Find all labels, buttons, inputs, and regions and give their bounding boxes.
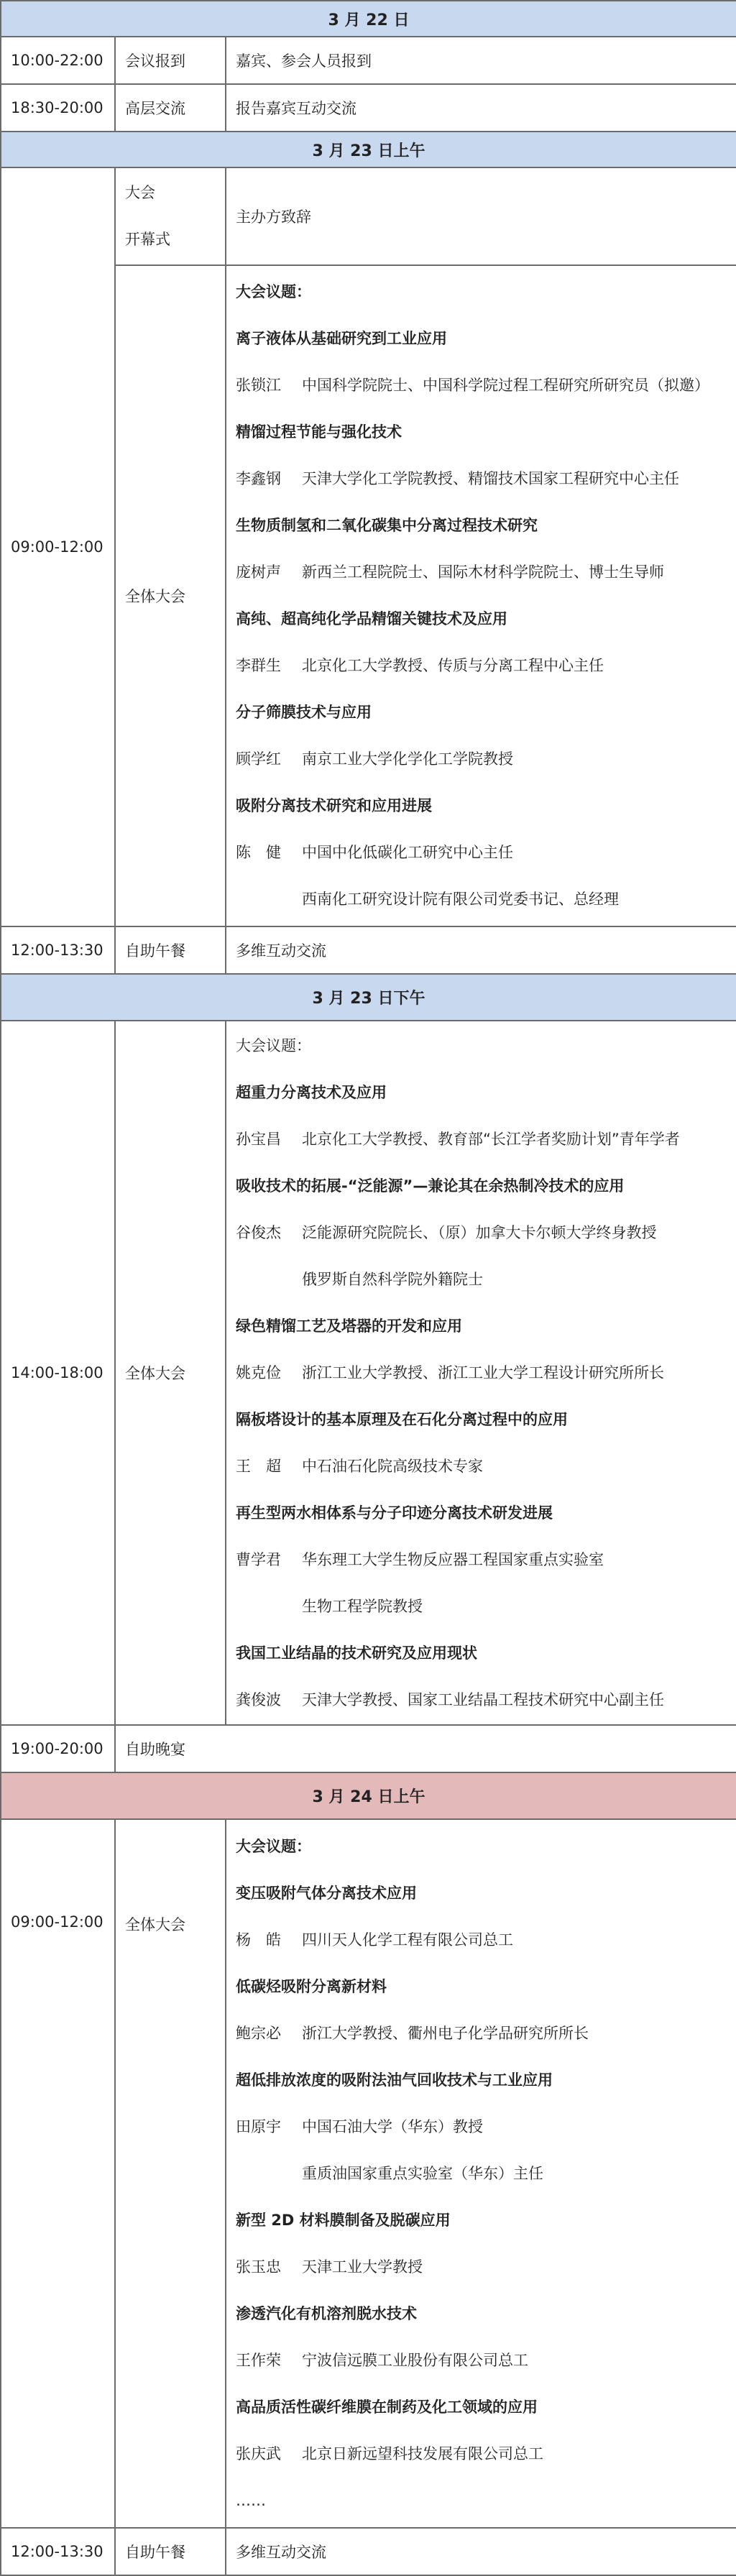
talk-title: 绿色精馏工艺及塔器的开发和应用 — [236, 1317, 462, 1335]
speaker-affiliation: 四川天人化学工程有限公司总工 — [302, 1931, 513, 1949]
time-cell: 09:00-12:00 — [1, 167, 115, 926]
talk-title: 吸附分离技术研究和应用进展 — [236, 797, 432, 814]
speaker-affiliation: 中国科学院院士、中国科学院过程工程研究所研究员（拟邀） — [302, 377, 709, 394]
detail-cell: 嘉宾、参会人员报到 — [226, 37, 736, 84]
speaker-affiliation-continued: 重质油国家重点实验室（华东）主任 — [302, 2164, 543, 2182]
time-cell: 09:00-12:00 — [1, 1819, 115, 2528]
speaker-affiliation: 浙江工业大学教授、浙江工业大学工程设计研究所所长 — [302, 1363, 664, 1381]
talk-title: 超低排放浓度的吸附法油气回收技术与工业应用 — [236, 2071, 553, 2089]
speaker-affiliation: 宁波信远膜工业股份有限公司总工 — [302, 2351, 528, 2369]
talk-title: 离子液体从基础研究到工业应用 — [236, 330, 447, 347]
day-header-mar23-pm — [1, 974, 736, 1021]
talk-speaker-line — [236, 2337, 736, 2384]
talk-title: 渗透汽化有机溶剂脱水技术 — [236, 2304, 417, 2322]
speaker-name: 鲍宗必 — [236, 2024, 281, 2042]
talk-speaker-line — [236, 736, 736, 783]
time-cell: 12:00-13:30 — [1, 926, 115, 974]
speaker-name: 陈 健 — [236, 844, 281, 861]
item-cell: 自助午餐 — [115, 2528, 226, 2575]
agenda-cell — [226, 1819, 736, 2528]
talk-speaker-line — [236, 1116, 736, 1163]
speaker-affiliation: 北京化工大学教授、教育部“长江学者奖励计划”青年学者 — [302, 1130, 680, 1148]
day-header-label: 3 月 23 日下午 — [1, 974, 736, 1021]
time-cell: 12:00-13:30 — [1, 2528, 115, 2575]
talk-title: 再生型两水相体系与分子印迹分离技术研发进展 — [236, 1504, 553, 1522]
speaker-affiliation: 天津大学教授、国家工业结晶工程技术研究中心副主任 — [302, 1690, 664, 1708]
speaker-name: 李鑫钢 — [236, 470, 281, 487]
talk-title: 精馏过程节能与强化技术 — [236, 423, 402, 441]
speaker-name: 张玉忠 — [236, 2258, 281, 2276]
opening-label-cell — [115, 167, 226, 265]
speaker-name: 张庆武 — [236, 2444, 281, 2462]
time-cell: 18:30-20:00 — [1, 84, 115, 132]
speaker-affiliation-continued: 西南化工研究设计院有限公司党委书记、总经理 — [302, 891, 619, 908]
time-cell: 19:00-20:00 — [1, 1725, 115, 1772]
speaker-name: 李群生 — [236, 657, 281, 674]
item-cell: 高层交流 — [115, 84, 226, 132]
speaker-name: 龚俊波 — [236, 1690, 281, 1708]
talk-speaker-line — [236, 1210, 736, 1256]
item-cell: 会议报到 — [115, 37, 226, 84]
plenary-label-cell: 全体大会 — [115, 1819, 226, 2528]
talk-speaker-line — [236, 456, 736, 502]
speaker-affiliation: 中石油石化院高级技术专家 — [302, 1457, 483, 1475]
speaker-affiliation-continued: 俄罗斯自然科学院外籍院士 — [302, 1270, 483, 1288]
plenary-label-cell: 全体大会 — [115, 265, 226, 926]
speaker-name: 王作荣 — [236, 2351, 281, 2369]
speaker-name: 杨 皓 — [236, 1931, 281, 1949]
talk-speaker-line — [236, 1443, 736, 1490]
table-row — [1, 926, 736, 974]
talk-speaker-line — [236, 2104, 736, 2150]
detail-cell: 报告嘉宾互动交流 — [226, 84, 736, 132]
talk-title: 高品质活性碳纤维膜在制药及化工领域的应用 — [236, 2398, 538, 2416]
talk-title: 新型 2D 材料膜制备及脱碳应用 — [236, 2211, 451, 2229]
speaker-affiliation: 南京工业大学化学化工学院教授 — [302, 750, 513, 768]
talk-speaker-line — [236, 2431, 736, 2478]
table-row — [1, 2528, 736, 2575]
day-header-label: 3 月 23 日上午 — [1, 132, 736, 167]
talk-title: 生物质制氢和二氧化碳集中分离过程技术研究 — [236, 517, 538, 534]
table-row — [1, 37, 736, 84]
speaker-affiliation: 天津大学化工学院教授、精馏技术国家工程研究中心主任 — [302, 470, 679, 487]
talk-title: 低碳烃吸附分离新材料 — [236, 1977, 387, 1995]
table-row — [1, 1819, 736, 2528]
agenda-cell — [226, 1021, 736, 1725]
table-row — [1, 84, 736, 132]
speaker-name: 谷俊杰 — [236, 1223, 281, 1241]
talk-speaker-line — [236, 549, 736, 596]
day-header-mar23-am — [1, 132, 736, 167]
talk-speaker-line — [236, 1350, 736, 1397]
item-cell: 自助晚宴 — [115, 1725, 736, 1772]
talk-title: 我国工业结晶的技术研究及应用现状 — [236, 1644, 477, 1662]
talk-speaker-line — [236, 643, 736, 689]
speaker-affiliation: 浙江大学教授、衢州电子化学品研究所所长 — [302, 2024, 589, 2042]
agenda-ellipsis: …… — [236, 2491, 266, 2509]
opening-detail-cell: 主办方致辞 — [226, 167, 736, 265]
speaker-name: 曹学君 — [236, 1550, 281, 1568]
talk-title: 变压吸附气体分离技术应用 — [236, 1884, 417, 1902]
talk-speaker-line — [236, 2244, 736, 2291]
day-header-mar24-am — [1, 1772, 736, 1819]
speaker-affiliation: 北京化工大学教授、传质与分离工程中心主任 — [302, 657, 604, 674]
speaker-affiliation: 华东理工大学生物反应器工程国家重点实验室 — [302, 1550, 604, 1568]
talk-title: 分子筛膜技术与应用 — [236, 704, 372, 721]
talk-speaker-line — [236, 362, 736, 409]
speaker-affiliation-continued: 生物工程学院教授 — [302, 1597, 423, 1615]
talk-title: 高纯、超高纯化学品精馏关键技术及应用 — [236, 610, 507, 627]
day-header-label: 3 月 24 日上午 — [1, 1772, 736, 1819]
opening-label-line1: 大会 — [125, 184, 155, 201]
agenda-heading: 大会议题： — [236, 283, 311, 300]
talk-title: 吸收技术的拓展-“泛能源”—兼论其在余热制冷技术的应用 — [236, 1177, 625, 1195]
detail-cell: 多维互动交流 — [226, 2528, 736, 2575]
opening-label-line2: 开幕式 — [125, 231, 170, 248]
time-cell: 10:00-22:00 — [1, 37, 115, 84]
agenda-heading: 大会议题： — [236, 1036, 311, 1054]
talk-speaker-line — [236, 1537, 736, 1583]
item-cell: 自助午餐 — [115, 926, 226, 974]
time-cell: 14:00-18:00 — [1, 1021, 115, 1725]
talk-title: 隔板塔设计的基本原理及在石化分离过程中的应用 — [236, 1410, 568, 1428]
talk-title: 超重力分离技术及应用 — [236, 1083, 387, 1101]
plenary-label-cell: 全体大会 — [115, 1021, 226, 1725]
speaker-name: 孙宝昌 — [236, 1130, 281, 1148]
talk-speaker-line — [236, 1917, 736, 1964]
speaker-affiliation: 天津工业大学教授 — [302, 2258, 423, 2276]
talk-speaker-line — [236, 829, 736, 876]
speaker-name: 王 超 — [236, 1457, 281, 1475]
speaker-name: 张锁江 — [236, 377, 281, 394]
speaker-name: 顾学红 — [236, 750, 281, 768]
speaker-name: 田原宇 — [236, 2117, 281, 2135]
day-header-mar22 — [1, 1, 736, 37]
detail-cell: 多维互动交流 — [226, 926, 736, 974]
talk-speaker-line — [236, 2010, 736, 2057]
speaker-name: 姚克俭 — [236, 1363, 281, 1381]
speaker-affiliation: 中国石油大学（华东）教授 — [302, 2117, 483, 2135]
speaker-affiliation: 新西兰工程院院士、国际木材科学院院士、博士生导师 — [302, 564, 664, 581]
table-row — [1, 1021, 736, 1725]
day-header-label: 3 月 22 日 — [1, 1, 736, 37]
speaker-name: 庞树声 — [236, 564, 281, 581]
speaker-affiliation: 北京日新远望科技发展有限公司总工 — [302, 2444, 543, 2462]
talk-speaker-line — [236, 1677, 736, 1724]
table-row — [1, 1725, 736, 1772]
agenda-heading: 大会议题： — [236, 1837, 311, 1855]
agenda-cell — [226, 265, 736, 926]
speaker-affiliation: 中国中化低碳化工研究中心主任 — [302, 844, 513, 861]
table-row — [1, 167, 736, 265]
speaker-affiliation: 泛能源研究院院长、（原）加拿大卡尔顿大学终身教授 — [302, 1223, 657, 1241]
